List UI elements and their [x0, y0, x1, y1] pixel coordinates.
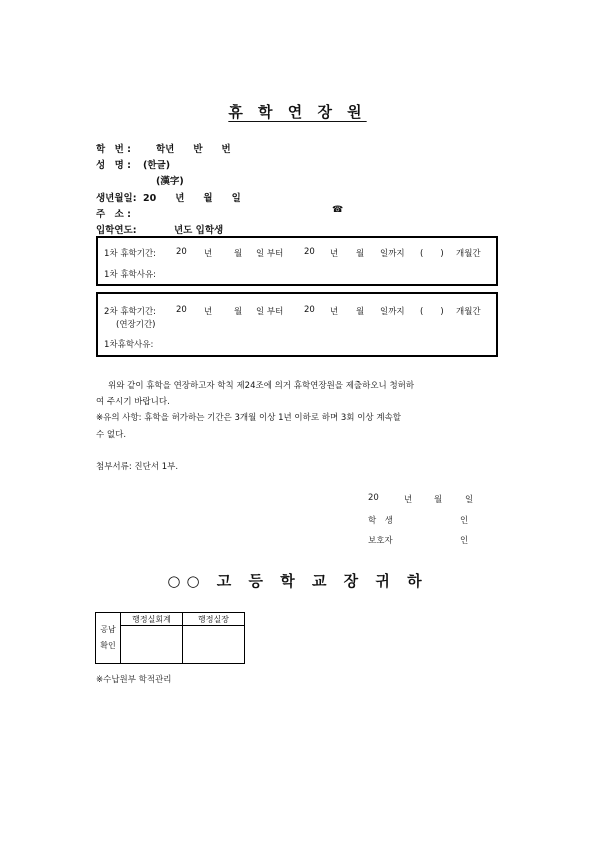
- sign-date-year-unit: 년: [404, 495, 413, 505]
- sign-date-year: 20: [368, 493, 379, 503]
- body-text-line-1: 위와 같이 휴학을 연장하고자 학칙 제24조에 의거 휴학연장원을 제출하오니 청허하: [108, 381, 415, 391]
- second-leave-start-day-unit: 일 부터: [256, 307, 284, 317]
- second-leave-box: [96, 292, 498, 357]
- second-leave-months-unit: 개월간: [456, 307, 481, 317]
- second-leave-end-year: 20: [304, 305, 315, 315]
- footer-note: ※수납원부 학적관리: [96, 675, 172, 685]
- birth-label: 생년월일:: [96, 193, 137, 204]
- second-leave-months-blank: ( ): [420, 307, 444, 317]
- student-id-label: 학 번 :: [96, 144, 131, 155]
- approval-side-label-2: 확인: [100, 641, 116, 650]
- approval-side-label-1: 공남: [100, 625, 116, 634]
- approval-sign-accounting[interactable]: [121, 626, 183, 664]
- approval-col-chief: 행정실장: [183, 613, 245, 626]
- second-leave-extension-note: (연장기간): [116, 320, 156, 330]
- admission-value: 년도 입학생: [174, 225, 224, 236]
- name-hanja: (漢字): [156, 176, 184, 187]
- telephone-icon: ☎: [332, 205, 344, 215]
- first-leave-start-day-unit: 일 부터: [256, 249, 284, 259]
- first-leave-end-year-unit: 년: [330, 249, 339, 259]
- approval-side-label: [96, 613, 121, 664]
- address-label: 주 소 :: [96, 209, 131, 220]
- student-sign-label: 학 생: [368, 516, 393, 526]
- second-leave-start-year: 20: [176, 305, 187, 315]
- admission-label: 입학연도:: [96, 225, 137, 236]
- approval-table: [95, 612, 245, 664]
- first-leave-end-year: 20: [304, 247, 315, 257]
- first-leave-period-label: 1차 휴학기간:: [104, 249, 157, 259]
- second-leave-start-year-unit: 년: [204, 307, 213, 317]
- note-line-1: ※유의 사항: 휴학을 허가하는 기간은 3개월 이상 1년 이하로 하며 3회 이상 계속할: [96, 413, 401, 423]
- student-id-value: 학년 반 번: [156, 144, 231, 155]
- name-korean: (한글): [143, 160, 171, 171]
- second-leave-end-year-unit: 년: [330, 307, 339, 317]
- approval-col-accounting: 행정실회계: [121, 613, 183, 626]
- first-leave-start-year: 20: [176, 247, 187, 257]
- first-leave-end-day-unit: 일까지: [380, 249, 405, 259]
- first-leave-box: [96, 236, 498, 286]
- sign-date-month-unit: 월: [434, 495, 443, 505]
- second-leave-end-month-unit: 월: [356, 307, 365, 317]
- name-label: 성 명 :: [96, 160, 131, 171]
- second-leave-start-month-unit: 월: [234, 307, 243, 317]
- student-seal: 인: [460, 516, 469, 526]
- first-leave-reason-label: 1차 휴학사유:: [104, 270, 157, 280]
- sign-date-day-unit: 일: [465, 495, 474, 505]
- approval-sign-chief[interactable]: [183, 626, 245, 664]
- first-leave-start-year-unit: 년: [204, 249, 213, 259]
- first-leave-start-month-unit: 월: [234, 249, 243, 259]
- second-leave-end-day-unit: 일까지: [380, 307, 405, 317]
- second-leave-reason-label: 1차휴학사유:: [104, 340, 154, 350]
- guardian-sign-label: 보호자: [368, 536, 393, 546]
- guardian-seal: 인: [460, 536, 469, 546]
- document-title: 휴 학 연 장 원: [228, 103, 367, 121]
- birth-value: 20 년 월 일: [143, 193, 241, 204]
- first-leave-months-unit: 개월간: [456, 249, 481, 259]
- body-text-line-2: 여 주시기 바랍니다.: [96, 397, 170, 407]
- first-leave-end-month-unit: 월: [356, 249, 365, 259]
- attachment-line: 첨부서류: 진단서 1부.: [96, 462, 179, 472]
- first-leave-months-blank: ( ): [420, 249, 444, 259]
- second-leave-period-label: 2차 휴학기간:: [104, 307, 157, 317]
- addressee-line: ○○ 고 등 학 교 장 귀 하: [167, 572, 428, 590]
- note-line-2: 수 없다.: [96, 430, 127, 440]
